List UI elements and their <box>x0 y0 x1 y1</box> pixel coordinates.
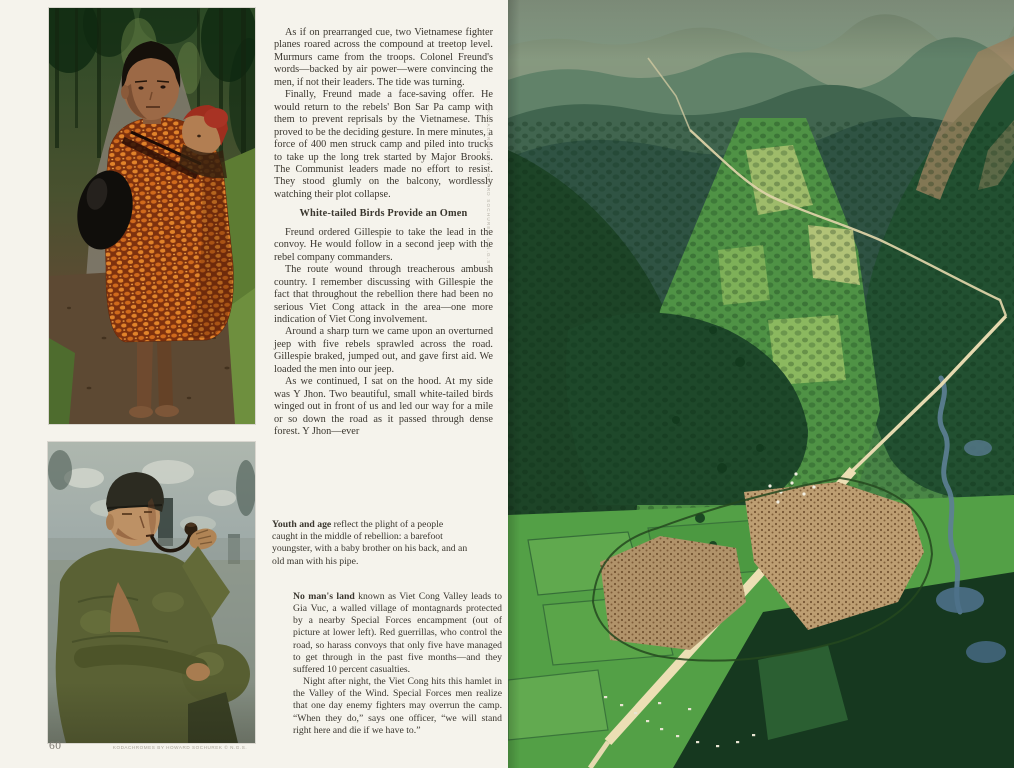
photo-old-man-with-pipe <box>48 442 255 743</box>
photo-aerial-viet-cong-valley <box>508 0 1014 768</box>
caption-youth-and-age <box>272 519 469 568</box>
vertical-photo-credit: KODACHROME BY HOWARD SOCHUREK © N.G.S. <box>486 110 491 268</box>
caption-text-night: Night after night, the Viet Cong hits this hamlet in the Valley of the Wind. Special Forces men realize that one day enemy fighters may overrun the camp. “When they do,” says one officer, “we will stand right here and die if we have to.” <box>293 676 502 736</box>
page-number: 60 <box>49 740 62 752</box>
caption-no-mans-land <box>293 591 502 737</box>
photo-boy-with-baby <box>49 8 255 424</box>
article-column <box>274 27 493 439</box>
aerial-valley-illustration <box>508 0 1014 768</box>
photo-credit: KODACHROMES BY HOWARD SOCHUREK © N.G.S. <box>112 745 248 750</box>
caption-lead: No man's land <box>293 591 355 602</box>
old-man-photo-illustration <box>48 442 255 743</box>
paragraph: The route wound through treacherous ambush country. I remember discussing with Gillespie the fact that throughout the rebellion there had been no serious Viet Cong attack in the area—one more indication of Viet Cong involvement. <box>274 264 493 325</box>
paragraph: Around a sharp turn we came upon an overturned jeep with five rebels sprawled across the road. Gillespie braked, jumped out, and gave first aid. We loaded the men into our jeep. <box>274 326 493 375</box>
section-heading: White-tailed Birds Provide an Omen <box>299 208 468 220</box>
caption-text: known as Viet Cong Valley leads to Gia Vuc, a walled village of montagnards protected by a nearby Special Forces encampment (out of picture at lower left). Red guerrillas, who control the road, so harass convoys that only five have managed to get through in the past five months—and they suffered 10 percent casualties. <box>293 591 502 675</box>
paragraph: As we continued, I sat on the hood. At my side was Y Jhon. Two beautiful, small white-tailed birds winged out in front of us and led our way for a mile or so down the road as it passed through dense forest. Y Jhon—ever <box>274 376 493 438</box>
caption-lead: Youth and age <box>272 519 332 530</box>
page-gutter-shadow <box>508 0 520 768</box>
boy-photo-illustration <box>49 8 255 424</box>
paragraph: Freund ordered Gillespie to take the lead in the convoy. He would follow in a second jeep with the rebel company commanders. <box>274 226 493 263</box>
paragraph: Finally, Freund made a face-saving offer. He would return to the rebels' Bon Sar Pa camp with them to prevent reprisals by the Vietnamese. This proved to be the deciding gesture. In mere minutes, a force of 400 men struck camp and piled into trucks to take up the long trek started by Major Brooks. The Communist leaders made no effort to resist. They stood glumly on the balcony, wordlessly watching their plot collapse. <box>274 89 493 200</box>
caption-text: reflect the plight of a people caught in the middle of rebellion: a barefoot youngster, with a baby brother on his back, and an old man with his pipe. <box>272 519 468 567</box>
paragraph: As if on prearranged cue, two Vietnamese fighter planes roared across the compound at treetop level. Murmurs came from the troops. Colonel Freund's words—backed by air power—were convincing the men, if not their leaders. The tide was turning. <box>274 27 493 88</box>
